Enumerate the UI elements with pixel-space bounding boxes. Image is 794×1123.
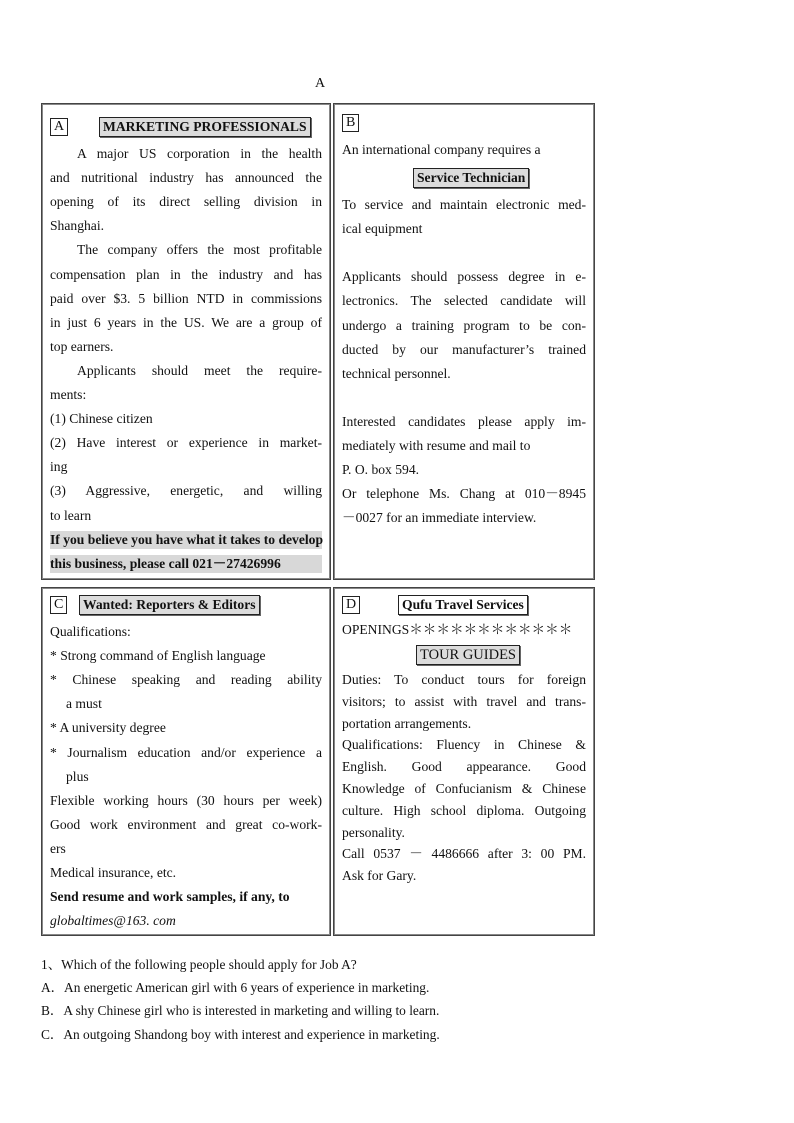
ad-text-line: top earners.: [50, 338, 114, 354]
ad-text-line: lectronics. The selected candidate will: [342, 293, 586, 309]
answer-option-c[interactable]: C．An outgoing Shandong boy with interest and experience in marketing.: [41, 1027, 440, 1042]
ad-text-line: * Chinese speaking and reading ability: [50, 672, 322, 688]
answer-option-a[interactable]: A．An energetic American girl with 6 years of experience in marketing.: [41, 980, 430, 995]
ad-text-line: Interested candidates please apply im-: [342, 413, 586, 429]
ad-subtitle-d: TOUR GUIDES: [416, 645, 520, 665]
ad-text-line: Ask for Gary.: [342, 868, 417, 884]
ad-text-line: * Journalism education and/or experience a: [50, 744, 322, 760]
ad-text-line: A major US corporation in the health: [77, 146, 322, 161]
ad-text-line: Good work environment and great co-work-: [50, 816, 322, 832]
ad-text-line: Shanghai.: [50, 218, 104, 234]
ad-text-line: ical equipment: [342, 221, 423, 237]
ad-box-c: [41, 587, 331, 936]
ad-title-c: Wanted: Reporters & Editors: [79, 595, 260, 615]
ad-text-line: ments:: [50, 387, 87, 402]
ad-text-line: Knowledge of Confucianism & Chinese: [342, 781, 586, 796]
ad-text-line: mediately with resume and mail to: [342, 438, 531, 453]
ad-text-line: paid over $3. 5 billion NTD in commissions: [50, 290, 322, 306]
ad-text-line: Applicants should possess degree in e-: [342, 269, 586, 285]
ad-text-line: to learn: [50, 507, 92, 523]
ad-text-line: a must: [66, 696, 102, 712]
ad-text-line: globaltimes@163. com: [50, 913, 176, 929]
ad-text-line: (3) Aggressive, energetic, and willing: [50, 483, 322, 499]
ad-text-line: If you believe you have what it takes to develop: [50, 531, 324, 547]
ad-box-a: [41, 103, 331, 580]
ad-text-line: －0027 for an immediate interview.: [342, 510, 537, 526]
ad-text-line: undergo a training program to be con-: [342, 317, 586, 333]
ad-text-line: Applicants should meet the require-: [77, 362, 322, 378]
ad-text-line: culture. High school diploma. Outgoing: [342, 802, 586, 818]
ad-text-line: Send resume and work samples, if any, to: [50, 889, 290, 905]
ad-text-line: Flexible working hours (30 hours per week): [50, 792, 322, 808]
ad-text-line: plus: [66, 768, 89, 784]
ad-text-line: * A university degree: [50, 720, 166, 736]
ad-text-line: technical personnel.: [342, 365, 451, 381]
ad-text-line: Or telephone Ms. Chang at 010－8945: [342, 486, 586, 502]
ad-label-c: C: [50, 596, 67, 614]
ad-text-line: Call 0537 － 4486666 after 3: 00 PM.: [342, 846, 586, 862]
ad-label-d: D: [342, 596, 360, 614]
question-stem: 1、Which of the following people should apply for Job A?: [41, 957, 357, 972]
ad-label-a: A: [50, 118, 68, 136]
openings-line: OPENINGS＊＊＊＊＊＊＊＊＊＊＊＊: [342, 622, 573, 637]
ad-title-a: MARKETING PROFESSIONALS: [99, 117, 311, 137]
ad-box-d: [333, 587, 595, 936]
ad-text-line: Qualifications:: [50, 624, 131, 639]
ad-text-line: opening of its direct selling division in: [50, 194, 322, 210]
ad-text-line: * Strong command of English language: [50, 648, 266, 664]
ad-text-line: ducted by our manufacturer’s trained: [342, 341, 586, 357]
ad-text-line: visitors; to assist with travel and trans-: [342, 693, 586, 709]
ad-text-line: Duties: To conduct tours for foreign: [342, 672, 586, 687]
ad-text-line: The company offers the most profitable: [77, 242, 322, 258]
ad-text-line: To service and maintain electronic med-: [342, 197, 586, 212]
ad-text-line: (2) Have interest or experience in market-: [50, 435, 322, 451]
ad-text-line: and nutritional industry has announced the: [50, 170, 322, 186]
ad-text-line: personality.: [342, 824, 405, 840]
ad-text-line: Medical insurance, etc.: [50, 865, 177, 880]
ad-text-line: in just 6 years in the US. We are a group of: [50, 314, 322, 330]
answer-option-b[interactable]: B．A shy Chinese girl who is interested in marketing and willing to learn.: [41, 1003, 440, 1018]
ad-text-line: ers: [50, 840, 66, 856]
ad-title-d: Qufu Travel Services: [398, 595, 528, 615]
ad-text-line: compensation plan in the industry and has: [50, 266, 322, 282]
ad-box-b: [333, 103, 595, 580]
ad-text-line: English. Good appearance. Good: [342, 759, 586, 775]
ad-text-line: P. O. box 594.: [342, 462, 420, 478]
ad-text-line: this business, please call 021－27426996: [50, 555, 322, 573]
section-header: A: [315, 76, 326, 91]
ad-text-line: ing: [50, 459, 68, 475]
ad-label-b: B: [342, 114, 359, 132]
ad-text-line: portation arrangements.: [342, 715, 472, 731]
ad-intro-b: An international company requires a: [342, 142, 541, 157]
ad-text-line: Qualifications: Fluency in Chinese &: [342, 737, 586, 753]
ad-text-line: (1) Chinese citizen: [50, 411, 153, 427]
ad-title-b: Service Technician: [413, 168, 529, 188]
